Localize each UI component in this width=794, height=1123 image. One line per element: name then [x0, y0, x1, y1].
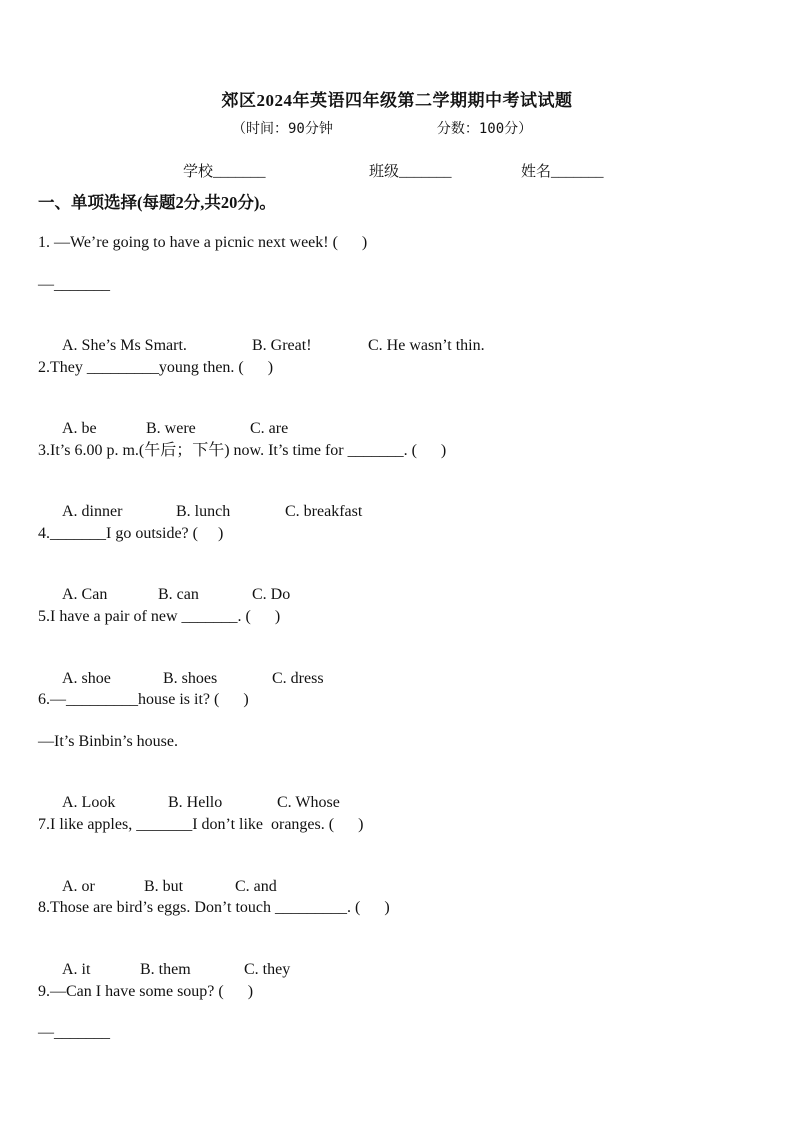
class-field: 班级_______ [369, 164, 452, 180]
option-c: C. Do [252, 586, 291, 603]
option-c: C. He wasn’t thin. [368, 337, 485, 354]
question-4-stem: 4._______I go outside? ( ) [38, 525, 224, 542]
question-3-stem: 3.It’s 6.00 p. m.(午后；下午) now. It’s time for _______. ( ) [38, 442, 447, 459]
option-a: A. be [62, 420, 97, 437]
option-b: B. Great! [252, 337, 312, 354]
exam-title: 郊区2024年英语四年级第二学期期中考试试题 [221, 91, 573, 110]
question-2-stem: 2.They _________young then. ( ) [38, 359, 274, 376]
question-6-response: —It’s Binbin’s house. [38, 733, 179, 750]
option-c: C. Whose [277, 794, 340, 811]
question-6-stem: 6.—_________house is it? ( ) [38, 691, 249, 708]
option-c: C. are [250, 420, 289, 437]
name-field: 姓名_______ [521, 164, 604, 180]
option-c: C. breakfast [285, 503, 363, 520]
section-heading: 一、单项选择(每题2分,共20分)。 [38, 193, 276, 212]
option-b: B. can [158, 586, 199, 603]
option-b: B. but [144, 878, 184, 895]
option-b: B. Hello [168, 794, 223, 811]
option-a: A. or [62, 878, 95, 895]
question-5-stem: 5.I have a pair of new _______. ( ) [38, 608, 281, 625]
option-a: A. it [62, 961, 91, 978]
question-9-stem: 9.—Can I have some soup? ( ) [38, 983, 254, 1000]
option-c: C. dress [272, 670, 324, 687]
option-b: B. lunch [176, 503, 231, 520]
option-a: A. shoe [62, 670, 111, 687]
question-7-stem: 7.I like apples, _______I don’t like oranges. ( ) [38, 816, 364, 833]
option-a: A. She’s Ms Smart. [62, 337, 187, 354]
question-8-stem: 8.Those are bird’s eggs. Don’t touch _________. ( ) [38, 899, 390, 916]
student-info [183, 160, 604, 181]
option-c: C. and [235, 878, 277, 895]
option-a: A. Look [62, 794, 116, 811]
option-b: B. shoes [163, 670, 218, 687]
time-limit: （时间：90分钟 [232, 121, 333, 137]
option-b: B. were [146, 420, 196, 437]
option-c: C. they [244, 961, 291, 978]
exam-subtitle [232, 118, 532, 138]
school-field: 学校_______ [183, 164, 266, 180]
question-9-response: —_______ [38, 1024, 110, 1041]
option-b: B. them [140, 961, 191, 978]
total-score: 分数：100分） [436, 121, 533, 137]
option-a: A. Can [62, 586, 108, 603]
question-1-stem: 1. —We’re going to have a picnic next week! ( ) [38, 234, 368, 251]
question-1-response: —_______ [38, 276, 110, 293]
option-a: A. dinner [62, 503, 123, 520]
